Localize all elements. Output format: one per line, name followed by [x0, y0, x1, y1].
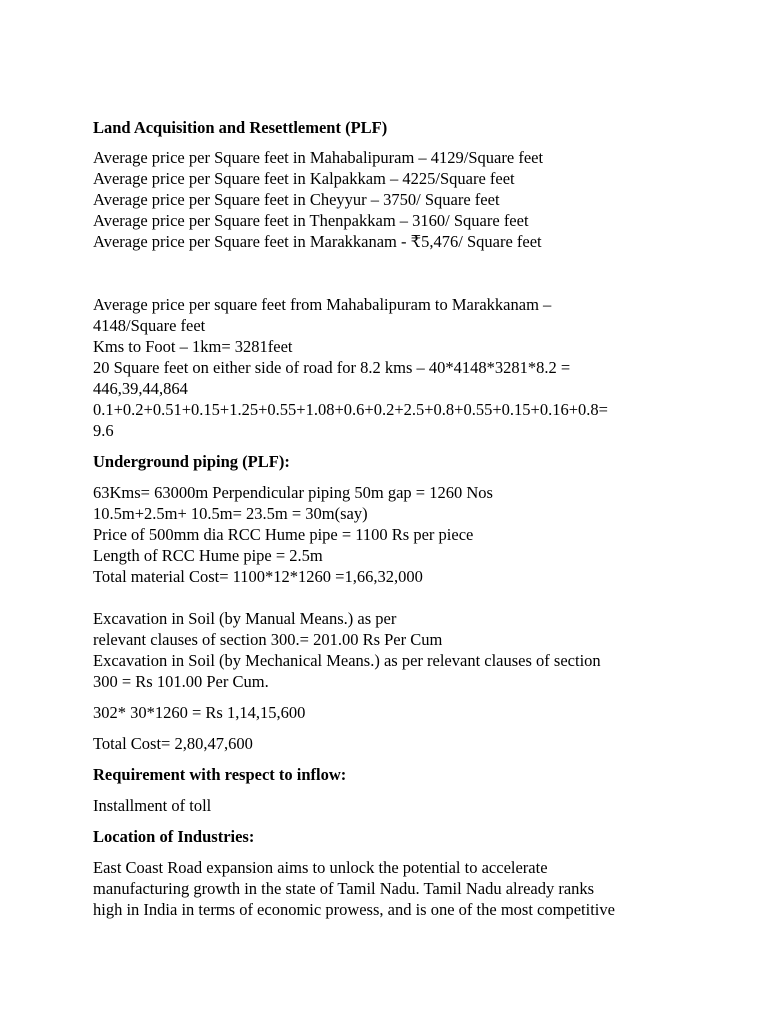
- inflow-text: Installment of toll: [93, 796, 212, 815]
- section-heading-location-industries: Location of Industries:: [93, 827, 255, 846]
- paragraph-line: East Coast Road expansion aims to unlock the potential to accelerate: [93, 858, 548, 877]
- calc-line: 446,39,44,864: [93, 379, 188, 398]
- calc-line: Average price per square feet from Mahabalipuram to Marakkanam –: [93, 295, 552, 314]
- price-line-cheyyur: Average price per Square feet in Cheyyur – 3750/ Square feet: [93, 190, 500, 209]
- price-list: [93, 147, 683, 252]
- section-heading-land-acquisition: Land Acquisition and Resettlement (PLF): [93, 118, 388, 137]
- calc-line: 0.1+0.2+0.51+0.15+1.25+0.55+1.08+0.6+0.2+2.5+0.8+0.55+0.15+0.16+0.8=: [93, 400, 608, 419]
- excavation-block: [93, 608, 683, 692]
- calc-line: 9.6: [93, 421, 114, 440]
- piping-line: Length of RCC Hume pipe = 2.5m: [93, 546, 323, 565]
- paragraph-line: high in India in terms of economic prowess, and is one of the most competitive: [93, 900, 615, 919]
- piping-line: 10.5m+2.5m+ 10.5m= 23.5m = 30m(say): [93, 504, 368, 523]
- piping-line: Price of 500mm dia RCC Hume pipe = 1100 Rs per piece: [93, 525, 474, 544]
- total-cost: Total Cost= 2,80,47,600: [93, 734, 253, 753]
- industries-paragraph: [93, 857, 683, 920]
- calc-line: Kms to Foot – 1km= 3281feet: [93, 337, 293, 356]
- piping-details: [93, 482, 683, 587]
- paragraph-line: manufacturing growth in the state of Tamil Nadu. Tamil Nadu already ranks: [93, 879, 595, 898]
- calc-line: 20 Square feet on either side of road for 8.2 kms – 40*4148*3281*8.2 =: [93, 358, 571, 377]
- document-page: [93, 117, 683, 920]
- price-line-marakkanam: Average price per Square feet in Marakkanam - ₹5,476/ Square feet: [93, 232, 542, 251]
- piping-line: 63Kms= 63000m Perpendicular piping 50m gap = 1260 Nos: [93, 483, 493, 502]
- calc-line: 4148/Square feet: [93, 316, 206, 335]
- excavation-line: 300 = Rs 101.00 Per Cum.: [93, 672, 269, 691]
- excavation-line: relevant clauses of section 300.= 201.00 Rs Per Cum: [93, 630, 443, 649]
- price-line-thenpakkam: Average price per Square feet in Thenpakkam – 3160/ Square feet: [93, 211, 529, 230]
- section-heading-underground-piping: Underground piping (PLF):: [93, 452, 290, 471]
- excavation-line: Excavation in Soil (by Manual Means.) as per: [93, 609, 397, 628]
- price-line-kalpakkam: Average price per Square feet in Kalpakkam – 4225/Square feet: [93, 169, 515, 188]
- calculation-block: [93, 294, 683, 441]
- price-line-mahabalipuram: Average price per Square feet in Mahabalipuram – 4129/Square feet: [93, 148, 544, 167]
- section-heading-inflow: Requirement with respect to inflow:: [93, 765, 347, 784]
- excavation-line: Excavation in Soil (by Mechanical Means.) as per relevant clauses of section: [93, 651, 601, 670]
- excavation-cost: 302* 30*1260 = Rs 1,14,15,600: [93, 703, 306, 722]
- piping-line: Total material Cost= 1100*12*1260 =1,66,32,000: [93, 567, 423, 586]
